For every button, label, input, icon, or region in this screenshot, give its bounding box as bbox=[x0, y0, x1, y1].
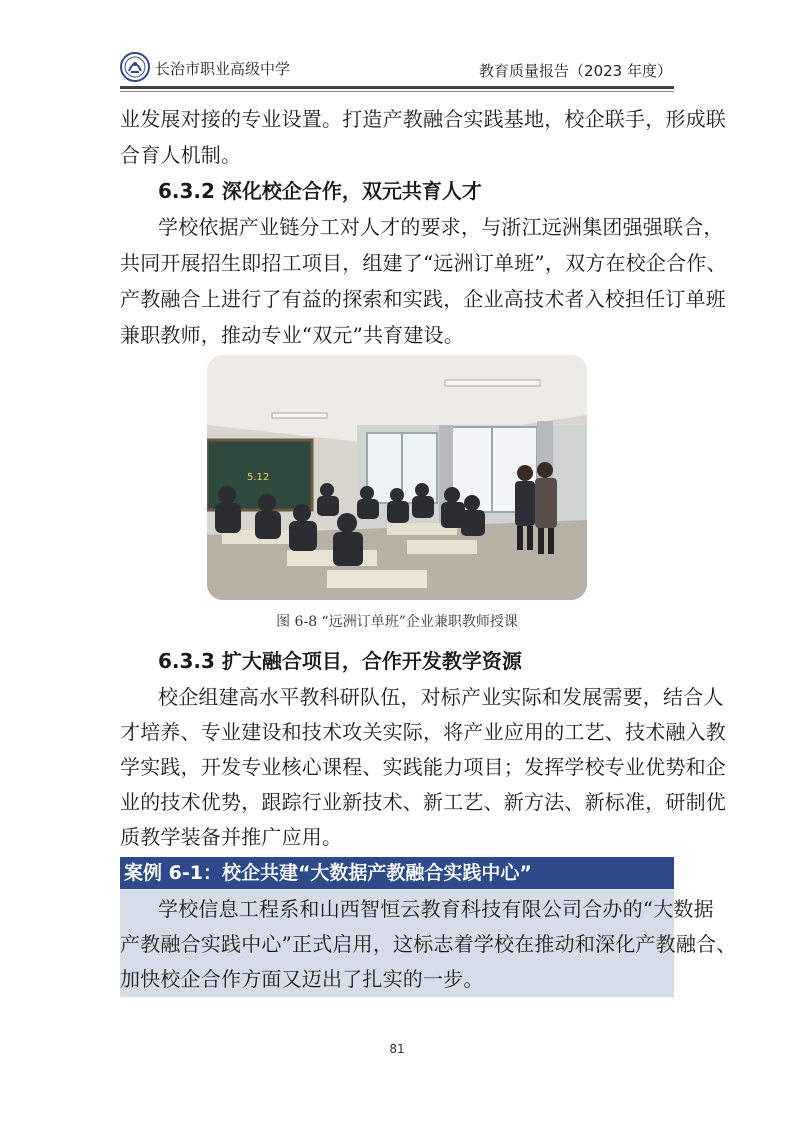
paragraph-line: 校企组建高水平教科研队伍，对标产业实际和发展需要，结合人 bbox=[158, 685, 724, 709]
header-rule-thin bbox=[120, 91, 674, 92]
school-name: 长治市职业高级中学 bbox=[155, 60, 291, 78]
svg-text:5.12: 5.12 bbox=[247, 472, 270, 483]
classroom-photo bbox=[207, 355, 587, 600]
paragraph-line: 学实践，开发专业核心课程、实践能力项目；发挥学校专业优势和企 bbox=[120, 755, 726, 779]
paragraph-line: 共同开展招生即招工项目，组建了“远洲订单班”，双方在校企合作、 bbox=[120, 251, 727, 275]
case-title: 案例 6-1：校企共建“大数据产教融合实践中心” bbox=[124, 862, 532, 884]
paragraph-line: 产教融合上进行了有益的探索和实践，企业高技术者入校担任订单班 bbox=[120, 287, 726, 311]
case-line: 产教融合实践中心”正式启用，这标志着学校在推动和深化产教融合、 bbox=[120, 932, 737, 956]
page-header bbox=[120, 52, 674, 86]
figure-caption: 图 6-8 “远洲订单班”企业兼职教师授课 bbox=[276, 614, 518, 630]
paragraph-line: 兼职教师，推动专业“双元”共育建设。 bbox=[120, 323, 465, 347]
paragraph-line: 业的技术优势，跟踪行业新技术、新工艺、新方法、新标准，研制优 bbox=[120, 790, 726, 814]
case-line: 加快校企合作方面又迈出了扎实的一步。 bbox=[120, 967, 484, 991]
header-rule bbox=[120, 86, 674, 89]
school-logo-icon bbox=[120, 52, 150, 82]
section-heading: 6.3.2 深化校企合作，双元共育人才 bbox=[158, 179, 482, 203]
paragraph-line: 合育人机制。 bbox=[120, 143, 242, 167]
case-title-bar bbox=[120, 857, 674, 889]
paragraph-line: 业发展对接的专业设置。打造产教融合实践基地，校企联手，形成联 bbox=[120, 107, 726, 131]
paragraph-line: 学校依据产业链分工对人才的要求，与浙江远洲集团强强联合， bbox=[158, 215, 724, 239]
paragraph-line: 才培养、专业建设和技术攻关实际，将产业应用的工艺、技术融入教 bbox=[120, 720, 726, 744]
paragraph-line: 质教学装备并推广应用。 bbox=[120, 825, 343, 849]
page-number: 81 bbox=[389, 1042, 405, 1056]
report-title: 教育质量报告（2023 年度） bbox=[479, 62, 672, 80]
section-heading: 6.3.3 扩大融合项目，合作开发教学资源 bbox=[158, 649, 522, 673]
case-line: 学校信息工程系和山西智恒云教育科技有限公司合办的“大数据 bbox=[158, 897, 714, 921]
